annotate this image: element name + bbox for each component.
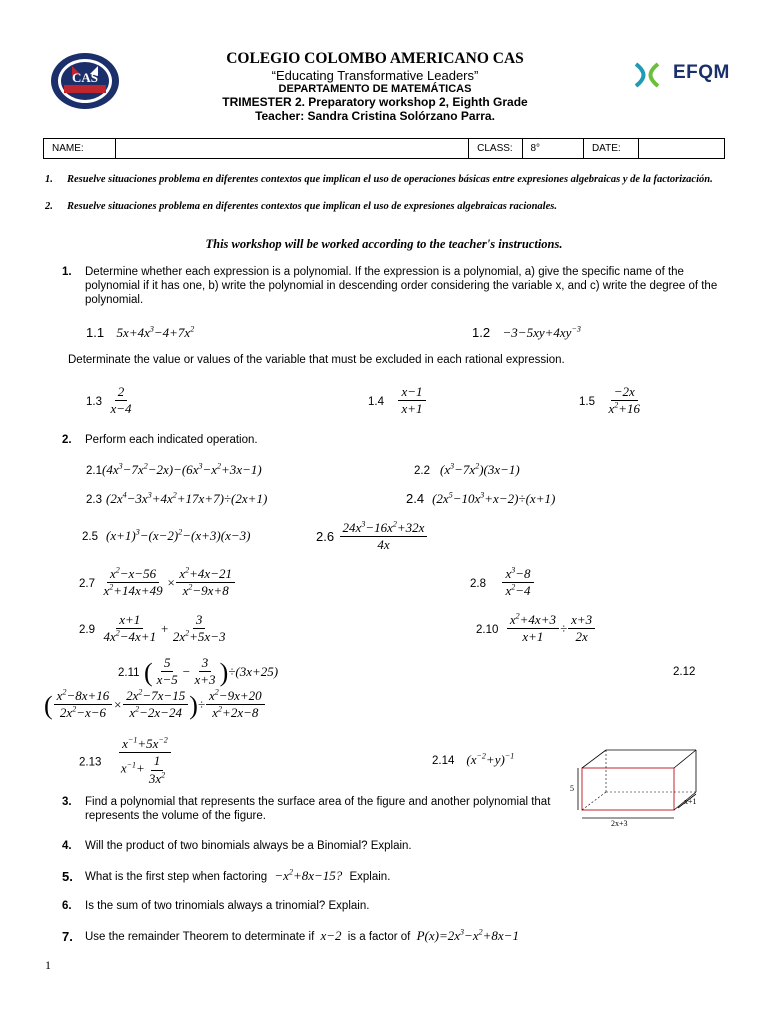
expr-2-12: ( $\frac{x^2-8x+16}{2x^2-x-6}$ × $\frac{2x^2-7x-15}{x^2-2x-24}$ )÷ $\frac{x^2-9x+20}{x^2+2x-8}$ [44,688,266,722]
question-3-number: 3. [62,796,72,808]
box-figure [570,748,700,830]
expr-2-4: 2.4 $(2x^5-10x^3+x-2)\div(x+1)$ [406,490,556,506]
question-4-number: 4. [62,840,72,852]
expr-2-5: 2.5 $(x+1)^3-(x-2)^2-(x+3)(x-3)$ [82,527,251,543]
question-1-text: Determine whether each expression is a polynomial. If the expression is a polynomial, a) give the specific name of the polynomial if it has one, b) write the polynomial in descending order considering the variable x, and c) write the degree of the polynomial. [85,266,718,306]
teacher: Teacher: Sandra Cristina Solórzano Parra. [255,109,495,123]
question-3-text: Find a polynomial that represents the surface area of the figure and another polynomial that represents the volume of the figure. [85,796,551,822]
determinate-text: Determinate the value or values of the variable that must be excluded in each rational expression. [68,354,565,366]
question-4-text: Will the product of two binomials always be a Binomial? Explain. [85,840,412,852]
question-6-number: 6. [62,900,72,912]
expr-2-7: 2.7 $\frac{x^2-x-56}{x^2+14x+49}$ × $\frac{x^2+4x-21}{x^2-9x+8}$ [79,566,236,600]
student-info-table [43,138,725,159]
school-motto: “Educating Transformative Leaders” [271,68,479,83]
expr-2-11: 2.11 ( $\frac{5}{x-5}$ − $\frac{3}{x+3}$ )÷(3x+25) [118,655,279,688]
expr-2-13: 2.13 $x^{-1}+5x^{-2}$ $x^{-1}+$ $\frac{1}{3x^2}$ [79,736,173,787]
instructions: This workshop will be worked according to the teacher's instructions. [205,237,563,251]
class-label: CLASS: [469,139,522,159]
expr-2-6: 2.6 $\frac{24x^3-16x^2+32x}{4x}$ [316,520,428,554]
expr-1-5: 1.5 $\frac{-2x}{x^2+16}$ [579,384,641,417]
expr-2-2: 2.2 $(x^3-7x^2)(3x-1)$ [414,461,520,477]
expr-2-9: 2.9 $\frac{x+1}{4x^2-4x+1}$ + $\frac{3}{2x^2+5x-3}$ [79,612,226,645]
date-label: DATE: [583,139,638,159]
expr-2-10: 2.10 $\frac{x^2+4x+3}{x+1}$ ÷ $\frac{x+3}{2x}$ [476,612,596,646]
figure-depth-label: x+1 [684,797,697,806]
question-2-number: 2. [62,434,72,446]
expr-2-14: 2.14 $(x^{-2}+y)^{-1}$ [432,751,515,767]
expr-2-3: 2.3 $(2x^4-3x^3+4x^2+17x+7)\div(2x+1)$ [86,490,268,506]
expr-2-12-label: 2.12 [673,666,696,678]
question-5-text: What is the first step when factoring $-x^2+8x-15$? Explain. [85,867,391,883]
trimester: TRIMESTER 2. Preparatory workshop 2, Eighth Grade [222,95,528,109]
expr-2-8: 2.8 $\frac{x^3-8}{x^2-4}$ [470,566,535,600]
figure-width-label: 2x+3 [611,819,628,828]
expr-1-1: 1.1 $5x+4x^3-4+7x^2$ [86,324,195,340]
question-5-number: 5. [62,869,73,884]
expr-1-2: $1.2 -3-5xy+4xy^{-3}$ [472,324,581,340]
page-number: 1 [45,958,51,972]
school-logo [50,52,120,110]
efqm-text: EFQM [673,62,730,83]
expr-1-3: 1.3 $\frac{2}{x-4}$ [86,384,132,417]
figure-height-label: 5 [570,784,574,793]
class-value[interactable]: 8° [522,139,583,159]
name-label: NAME: [44,139,116,159]
efqm-logo [632,60,736,90]
expr-1-4: 1.4 $\frac{x-1}{x+1}$ [368,384,427,418]
question-7-number: 7. [62,929,73,944]
efqm-icon [632,60,662,90]
objective-2: 2. Resuelve situaciones problema en diferentes contextos que implican el uso de expresiones algebraicas racionales. [45,201,557,212]
name-field[interactable] [115,139,469,159]
date-field[interactable] [639,139,725,159]
department: DEPARTAMENTO DE MATEMÁTICAS [278,83,472,95]
expr-2-1: $2.1(4x^3-7x^2-2x)-(6x^3-x^2+3x-1)$ [86,461,262,477]
question-6-text: Is the sum of two trinomials always a trinomial? Explain. [85,900,370,912]
logo-text: CAS [71,70,98,85]
question-7-text: Use the remainder Theorem to determinate if x−2 is a factor of $P(x)=2x^3-x^2+8x-1$ [85,927,519,943]
question-2-text: Perform each indicated operation. [85,434,258,446]
objective-1: 1. Resuelve situaciones problema en diferentes contextos que implican el uso de operaciones básicas entre expresiones algebraicas y de la factorización. [45,174,713,185]
school-name: COLEGIO COLOMBO AMERICANO CAS [226,50,524,67]
